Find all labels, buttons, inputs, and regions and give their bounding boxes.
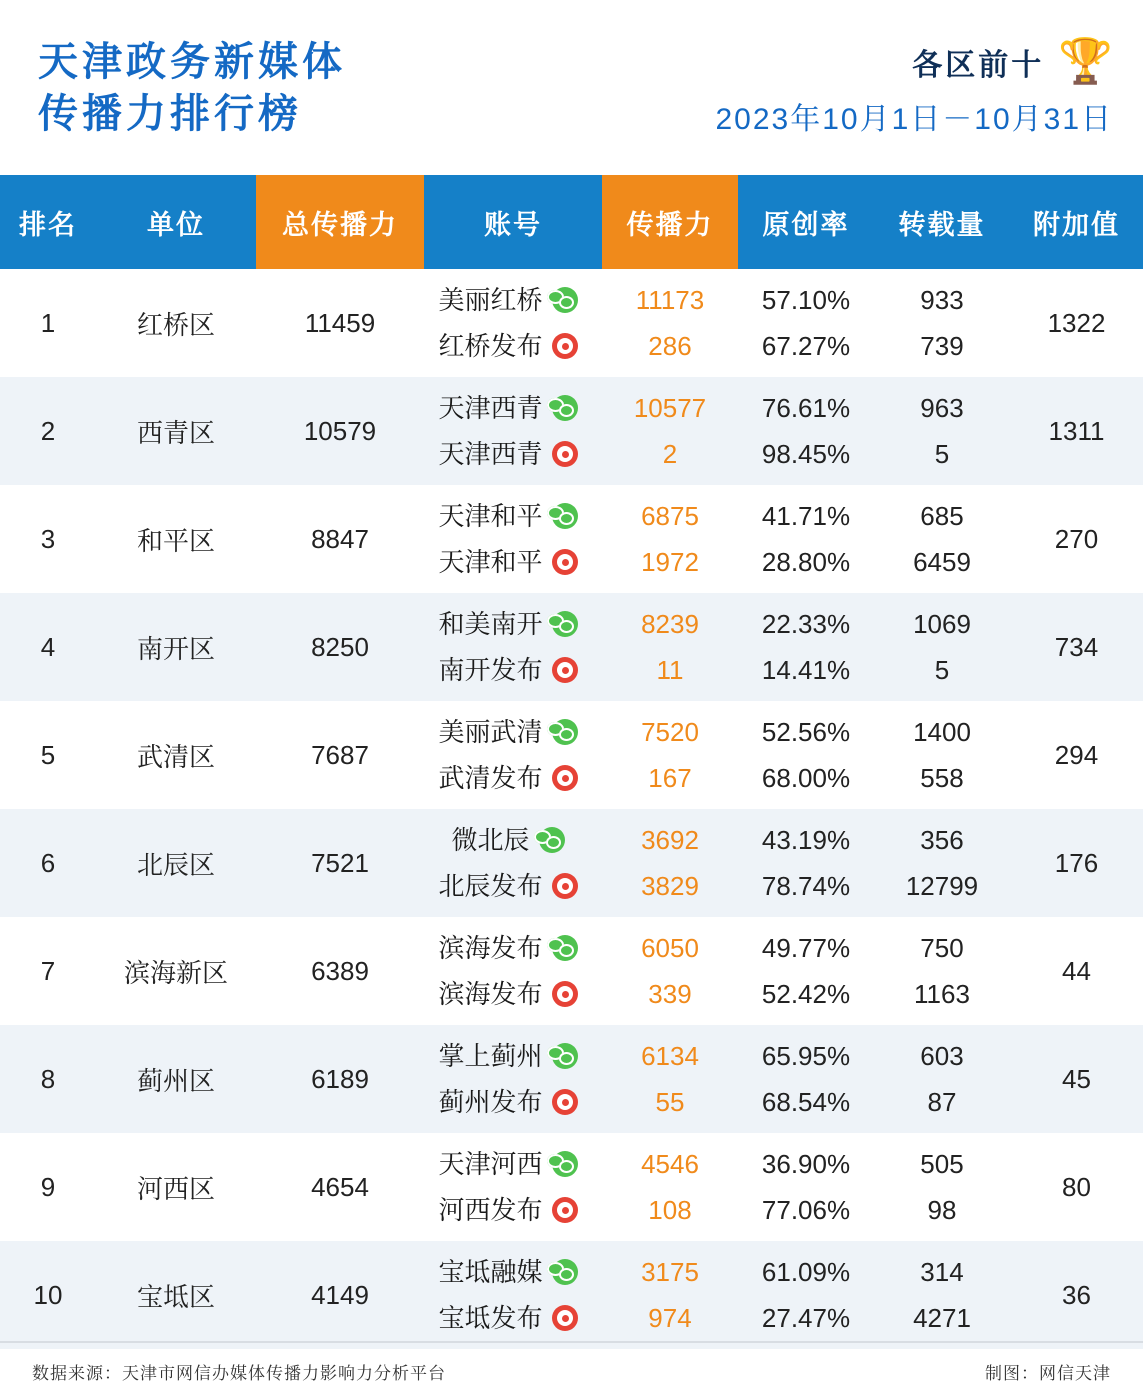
original-rate-value: 52.56% [761,717,851,747]
cell-accounts [424,485,602,593]
cell-accounts [424,269,602,377]
original-rate-value: 98.45% [761,439,851,469]
cell-extra-value: 1311 [1010,377,1143,485]
weibo-icon [552,981,578,1007]
cell-unit: 武清区 [96,701,256,809]
cell-reposts [874,809,1010,917]
original-rate-value: 68.00% [761,763,851,793]
reposts-value: 87 [927,1087,957,1117]
cell-reposts [874,269,1010,377]
cell-unit: 和平区 [96,485,256,593]
footer-credit: 制图：网信天津 [985,1363,1111,1383]
cell-original-rate [738,1133,874,1241]
account-name: 北辰发布 [438,871,543,901]
cell-total-power: 7687 [256,701,424,809]
cell-rank: 2 [0,377,96,485]
table-body [0,269,1143,1349]
date-range: 2023年10月1日－10月31日 [715,103,1113,136]
cell-unit: 河西区 [96,1133,256,1241]
wechat-icon [552,1151,578,1177]
original-rate-value: 41.71% [761,501,851,531]
header [0,0,1143,175]
reposts-value: 12799 [905,871,979,901]
cell-reposts [874,917,1010,1025]
power-value: 7520 [641,717,699,747]
cell-power [602,377,738,485]
cell-unit: 红桥区 [96,269,256,377]
reposts-value: 5 [934,655,950,685]
table-row [0,1025,1143,1133]
cell-rank: 10 [0,1241,96,1349]
cell-rank: 8 [0,1025,96,1133]
title-line-2: 传播力排行榜 [38,91,302,137]
cell-extra-value: 44 [1010,917,1143,1025]
account-name: 天津河西 [438,1149,543,1179]
table-header [0,175,1143,269]
cell-power [602,809,738,917]
reposts-value: 603 [920,1041,964,1071]
table-row [0,917,1143,1025]
table-row [0,593,1143,701]
subtitle-label: 各区前十 [912,49,1045,82]
cell-power [602,485,738,593]
cell-rank: 5 [0,701,96,809]
account-name: 天津西青 [438,393,543,423]
column-header-rank: 排名 [0,175,96,269]
cell-extra-value: 36 [1010,1241,1143,1349]
wechat-icon [552,395,578,421]
cell-extra-value: 270 [1010,485,1143,593]
account-name: 滨海发布 [438,979,543,1009]
cell-rank: 6 [0,809,96,917]
cell-unit: 滨海新区 [96,917,256,1025]
cell-rank: 4 [0,593,96,701]
original-rate-value: 65.95% [761,1041,851,1071]
original-rate-value: 43.19% [761,825,851,855]
account-name: 宝坻融媒 [438,1257,543,1287]
cell-accounts [424,593,602,701]
reposts-value: 505 [920,1149,964,1179]
cell-total-power: 10579 [256,377,424,485]
reposts-value: 356 [920,825,964,855]
account-name: 武清发布 [438,763,543,793]
power-value: 11 [656,655,684,685]
weibo-icon [552,1089,578,1115]
power-value: 286 [648,331,692,361]
cell-total-power: 8847 [256,485,424,593]
wechat-icon [539,827,565,853]
cell-power [602,917,738,1025]
cell-unit: 南开区 [96,593,256,701]
account-name: 和美南开 [438,609,543,639]
cell-accounts [424,701,602,809]
reposts-value: 1400 [913,717,971,747]
original-rate-value: 78.74% [761,871,851,901]
column-header-total-power: 总传播力 [256,175,424,269]
column-header-account: 账号 [424,175,602,269]
cell-extra-value: 1322 [1010,269,1143,377]
reposts-value: 6459 [913,547,971,577]
reposts-value: 1163 [914,979,970,1009]
original-rate-value: 67.27% [761,331,851,361]
cell-extra-value: 80 [1010,1133,1143,1241]
column-header-reposts: 转载量 [874,175,1010,269]
cell-power [602,593,738,701]
footer [0,1343,1143,1399]
original-rate-value: 14.41% [761,655,851,685]
reposts-value: 739 [920,331,964,361]
account-name: 宝坻发布 [438,1303,543,1333]
weibo-icon [552,1197,578,1223]
cell-reposts [874,485,1010,593]
power-value: 3175 [641,1257,699,1287]
power-value: 108 [648,1195,692,1225]
reposts-value: 963 [920,393,964,423]
wechat-icon [552,935,578,961]
cell-extra-value: 45 [1010,1025,1143,1133]
subtitle-row [715,37,1113,86]
title-line-1: 天津政务新媒体 [38,39,346,85]
account-name: 掌上蓟州 [438,1041,543,1071]
cell-unit: 北辰区 [96,809,256,917]
power-value: 11173 [635,285,705,315]
cell-total-power: 8250 [256,593,424,701]
table-row [0,377,1143,485]
power-value: 2 [662,439,678,469]
wechat-icon [552,503,578,529]
footer-source: 数据来源：天津市网信办媒体传播力影响力分析平台 [32,1363,446,1383]
cell-unit: 蓟州区 [96,1025,256,1133]
reposts-value: 5 [934,439,950,469]
original-rate-value: 57.10% [761,285,851,315]
cell-original-rate [738,269,874,377]
weibo-icon [552,873,578,899]
cell-accounts [424,1025,602,1133]
table-row [0,1241,1143,1349]
cell-original-rate [738,377,874,485]
subtitle-block [715,37,1113,138]
cell-original-rate [738,1025,874,1133]
column-header-unit: 单位 [96,175,256,269]
original-rate-value: 49.77% [761,933,851,963]
reposts-value: 685 [920,501,964,531]
original-rate-value: 22.33% [761,609,851,639]
cell-rank: 3 [0,485,96,593]
reposts-value: 314 [920,1257,964,1287]
power-value: 10577 [633,393,707,423]
account-name: 天津西青 [438,439,543,469]
cell-accounts [424,809,602,917]
cell-reposts [874,701,1010,809]
cell-reposts [874,377,1010,485]
cell-power [602,1133,738,1241]
original-rate-value: 76.61% [761,393,851,423]
cell-extra-value: 294 [1010,701,1143,809]
account-name: 滨海发布 [438,933,543,963]
wechat-icon [552,1259,578,1285]
account-name: 天津和平 [438,501,543,531]
table-row [0,485,1143,593]
cell-reposts [874,1241,1010,1349]
cell-power [602,1241,738,1349]
ranking-table [0,175,1143,1349]
original-rate-value: 61.09% [761,1257,851,1287]
account-name: 南开发布 [438,655,543,685]
power-value: 55 [655,1087,685,1117]
power-value: 167 [648,763,692,793]
reposts-value: 750 [920,933,964,963]
cell-total-power: 7521 [256,809,424,917]
wechat-icon [552,1043,578,1069]
cell-reposts [874,593,1010,701]
page-title [38,36,346,140]
cell-unit: 宝坻区 [96,1241,256,1349]
cell-original-rate [738,701,874,809]
trophy-icon: 🏆 [1058,37,1113,86]
cell-accounts [424,1241,602,1349]
cell-original-rate [738,593,874,701]
column-header-power: 传播力 [602,175,738,269]
cell-total-power: 11459 [256,269,424,377]
cell-extra-value: 734 [1010,593,1143,701]
cell-unit: 西青区 [96,377,256,485]
cell-original-rate [738,485,874,593]
original-rate-value: 36.90% [761,1149,851,1179]
column-header-extra-value: 附加值 [1010,175,1143,269]
original-rate-value: 77.06% [761,1195,851,1225]
reposts-value: 1069 [913,609,971,639]
cell-total-power: 6389 [256,917,424,1025]
power-value: 8239 [641,609,699,639]
weibo-icon [552,441,578,467]
weibo-icon [552,765,578,791]
table-row [0,701,1143,809]
cell-accounts [424,917,602,1025]
cell-accounts [424,1133,602,1241]
cell-power [602,269,738,377]
original-rate-value: 27.47% [761,1303,851,1333]
wechat-icon [552,287,578,313]
weibo-icon [552,1305,578,1331]
power-value: 6134 [641,1041,699,1071]
account-name: 天津和平 [438,547,543,577]
power-value: 339 [648,979,692,1009]
cell-extra-value: 176 [1010,809,1143,917]
table-row [0,809,1143,917]
account-name: 微北辰 [451,825,530,855]
power-value: 6875 [641,501,699,531]
cell-power [602,701,738,809]
table-row [0,269,1143,377]
original-rate-value: 68.54% [761,1087,851,1117]
cell-accounts [424,377,602,485]
power-value: 4546 [641,1149,699,1179]
original-rate-value: 28.80% [761,547,851,577]
account-name: 蓟州发布 [438,1087,543,1117]
power-value: 974 [648,1303,692,1333]
cell-original-rate [738,809,874,917]
table-row [0,1133,1143,1241]
power-value: 1972 [641,547,699,577]
weibo-icon [552,333,578,359]
cell-total-power: 4149 [256,1241,424,1349]
cell-rank: 9 [0,1133,96,1241]
power-value: 3829 [641,871,699,901]
reposts-value: 933 [920,285,964,315]
cell-power [602,1025,738,1133]
column-header-original-rate: 原创率 [738,175,874,269]
reposts-value: 558 [920,763,964,793]
account-name: 河西发布 [438,1195,543,1225]
wechat-icon [552,611,578,637]
weibo-icon [552,549,578,575]
cell-reposts [874,1025,1010,1133]
cell-original-rate [738,1241,874,1349]
cell-reposts [874,1133,1010,1241]
account-name: 美丽武清 [438,717,543,747]
reposts-value: 98 [927,1195,957,1225]
power-value: 6050 [641,933,699,963]
power-value: 3692 [641,825,699,855]
cell-total-power: 6189 [256,1025,424,1133]
weibo-icon [552,657,578,683]
original-rate-value: 52.42% [761,979,851,1009]
account-name: 红桥发布 [438,331,543,361]
reposts-value: 4271 [913,1303,971,1333]
cell-total-power: 4654 [256,1133,424,1241]
cell-rank: 1 [0,269,96,377]
wechat-icon [552,719,578,745]
cell-rank: 7 [0,917,96,1025]
cell-original-rate [738,917,874,1025]
account-name: 美丽红桥 [438,285,543,315]
